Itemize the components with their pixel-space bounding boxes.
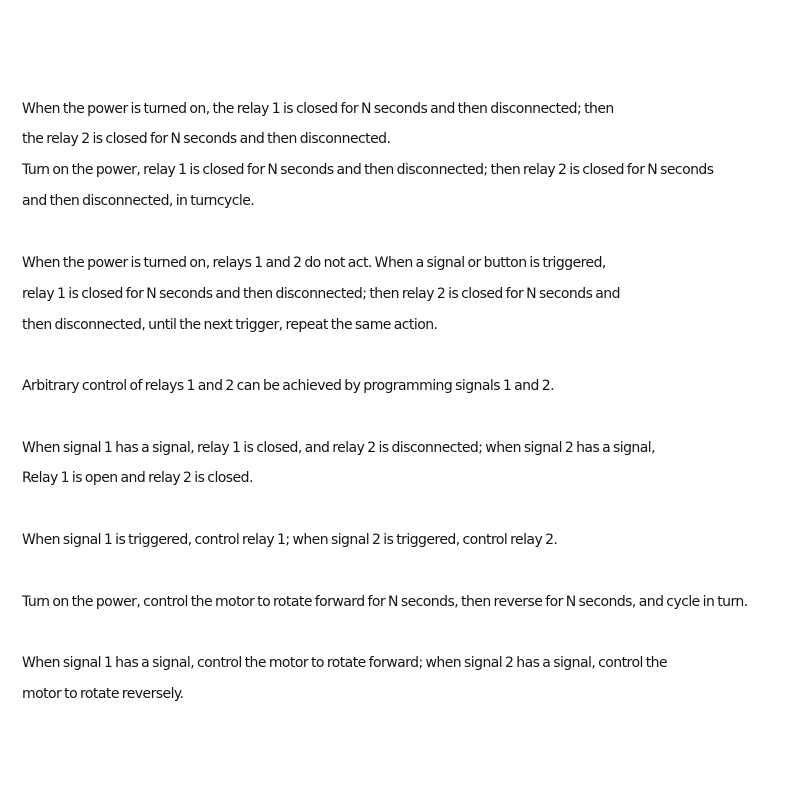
text-line: When signal 1 has a signal, relay 1 is closed, and relay 2 is disconnected; when signal 2 has a signal, bbox=[22, 440, 656, 456]
text-line: Relay 1 is open and relay 2 is closed. bbox=[22, 470, 253, 486]
text-line: relay 1 is closed for N seconds and then disconnected; then relay 2 is closed for N seconds and bbox=[22, 286, 620, 302]
text-line: then disconnected, until the next trigger, repeat the same action. bbox=[22, 317, 438, 333]
text-line: When the power is turned on, relays 1 and 2 do not act. When a signal or button is triggered, bbox=[22, 255, 606, 271]
text-line: Arbitrary control of relays 1 and 2 can be achieved by programming signals 1 and 2. bbox=[22, 378, 554, 394]
text-line: motor to rotate reversely. bbox=[22, 686, 184, 702]
text-line: the relay 2 is closed for N seconds and then disconnected. bbox=[22, 131, 391, 147]
text-line: When the power is turned on, the relay 1 is closed for N seconds and then disconnected; then bbox=[22, 101, 614, 117]
text-line: and then disconnected, in turncycle. bbox=[22, 193, 255, 209]
text-line: When signal 1 has a signal, control the motor to rotate forward; when signal 2 has a signal, control the bbox=[22, 655, 668, 671]
text-line: Turn on the power, relay 1 is closed for N seconds and then disconnected; then relay 2 is closed for N seconds bbox=[22, 162, 714, 178]
text-line: Turn on the power, control the motor to rotate forward for N seconds, then reverse for N seconds, and cycle in turn. bbox=[22, 594, 748, 610]
text-line: When signal 1 is triggered, control relay 1; when signal 2 is triggered, control relay 2. bbox=[22, 532, 558, 548]
